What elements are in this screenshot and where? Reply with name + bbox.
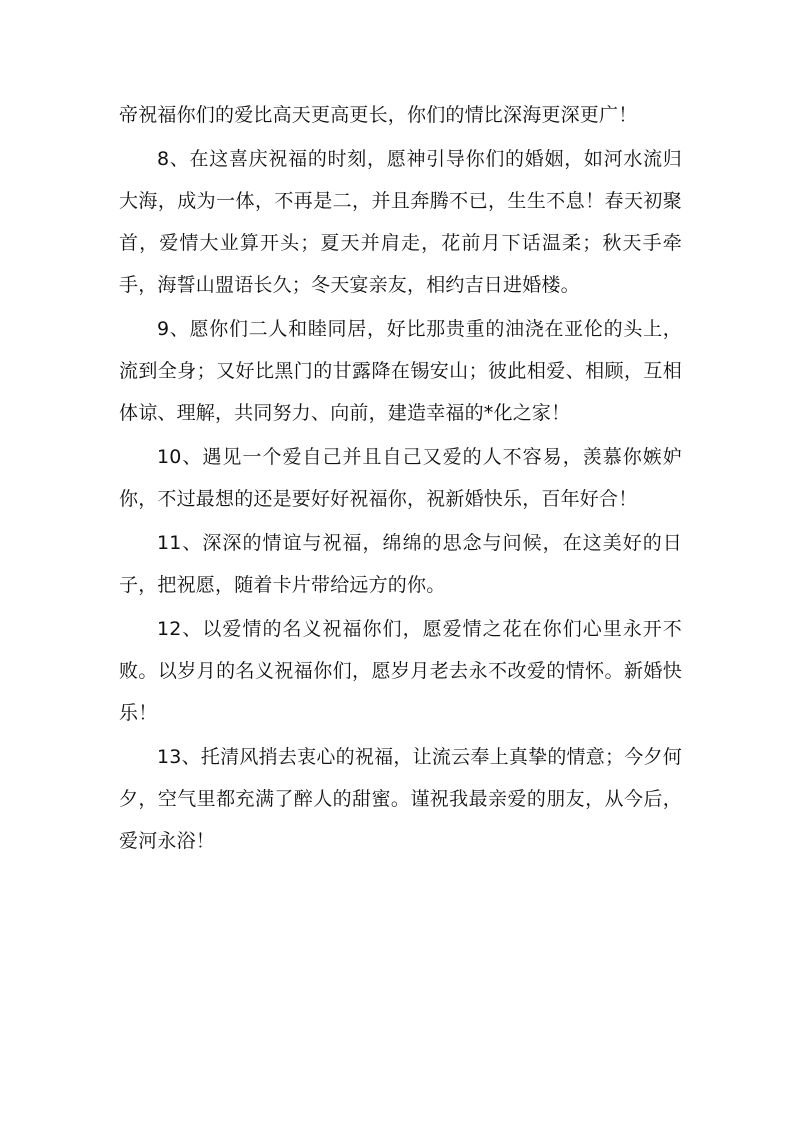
paragraph-item-8: 8、在这喜庆祝福的时刻，愿神引导你们的婚姻，如河水流归大海，成为一体，不再是二，并且奔腾不已，生生不息！春天初聚首，爱情大业算开头；夏天并肩走，花前月下话温柔；秋天手牵手，海誓山盟语长久；冬天宴亲友，相约吉日进婚楼。 — [119, 148, 682, 296]
paragraph-item-9: 9、愿你们二人和睦同居，好比那贵重的油浇在亚伦的头上，流到全身；又好比黑门的甘露降在锡安山；彼此相爱、相顾，互相体谅、理解，共同努力、向前，建造幸福的*化之家！ — [119, 318, 682, 424]
paragraph-item-11: 11、深深的情谊与祝福，绵绵的思念与问候，在这美好的日子，把祝愿，随着卡片带给远方的你。 — [119, 532, 682, 596]
paragraph-item-12: 12、以爱情的名义祝福你们，愿爱情之花在你们心里永开不败。以岁月的名义祝福你们，愿岁月老去永不改爱的情怀。新婚快乐！ — [119, 618, 682, 724]
paragraph-item-10: 10、遇见一个爱自己并且自己又爱的人不容易，羡慕你嫉妒你，不过最想的还是要好好祝福你，祝新婚快乐，百年好合！ — [119, 446, 682, 510]
document-page — [119, 94, 682, 862]
paragraph-continuation: 帝祝福你们的爱比高天更高更长，你们的情比深海更深更广！ — [119, 104, 638, 126]
paragraph-item-13: 13、托清风捎去衷心的祝福，让流云奉上真挚的情意；今夕何夕，空气里都充满了醉人的甜蜜。谨祝我最亲爱的朋友，从今后，爱河永浴！ — [119, 746, 682, 852]
